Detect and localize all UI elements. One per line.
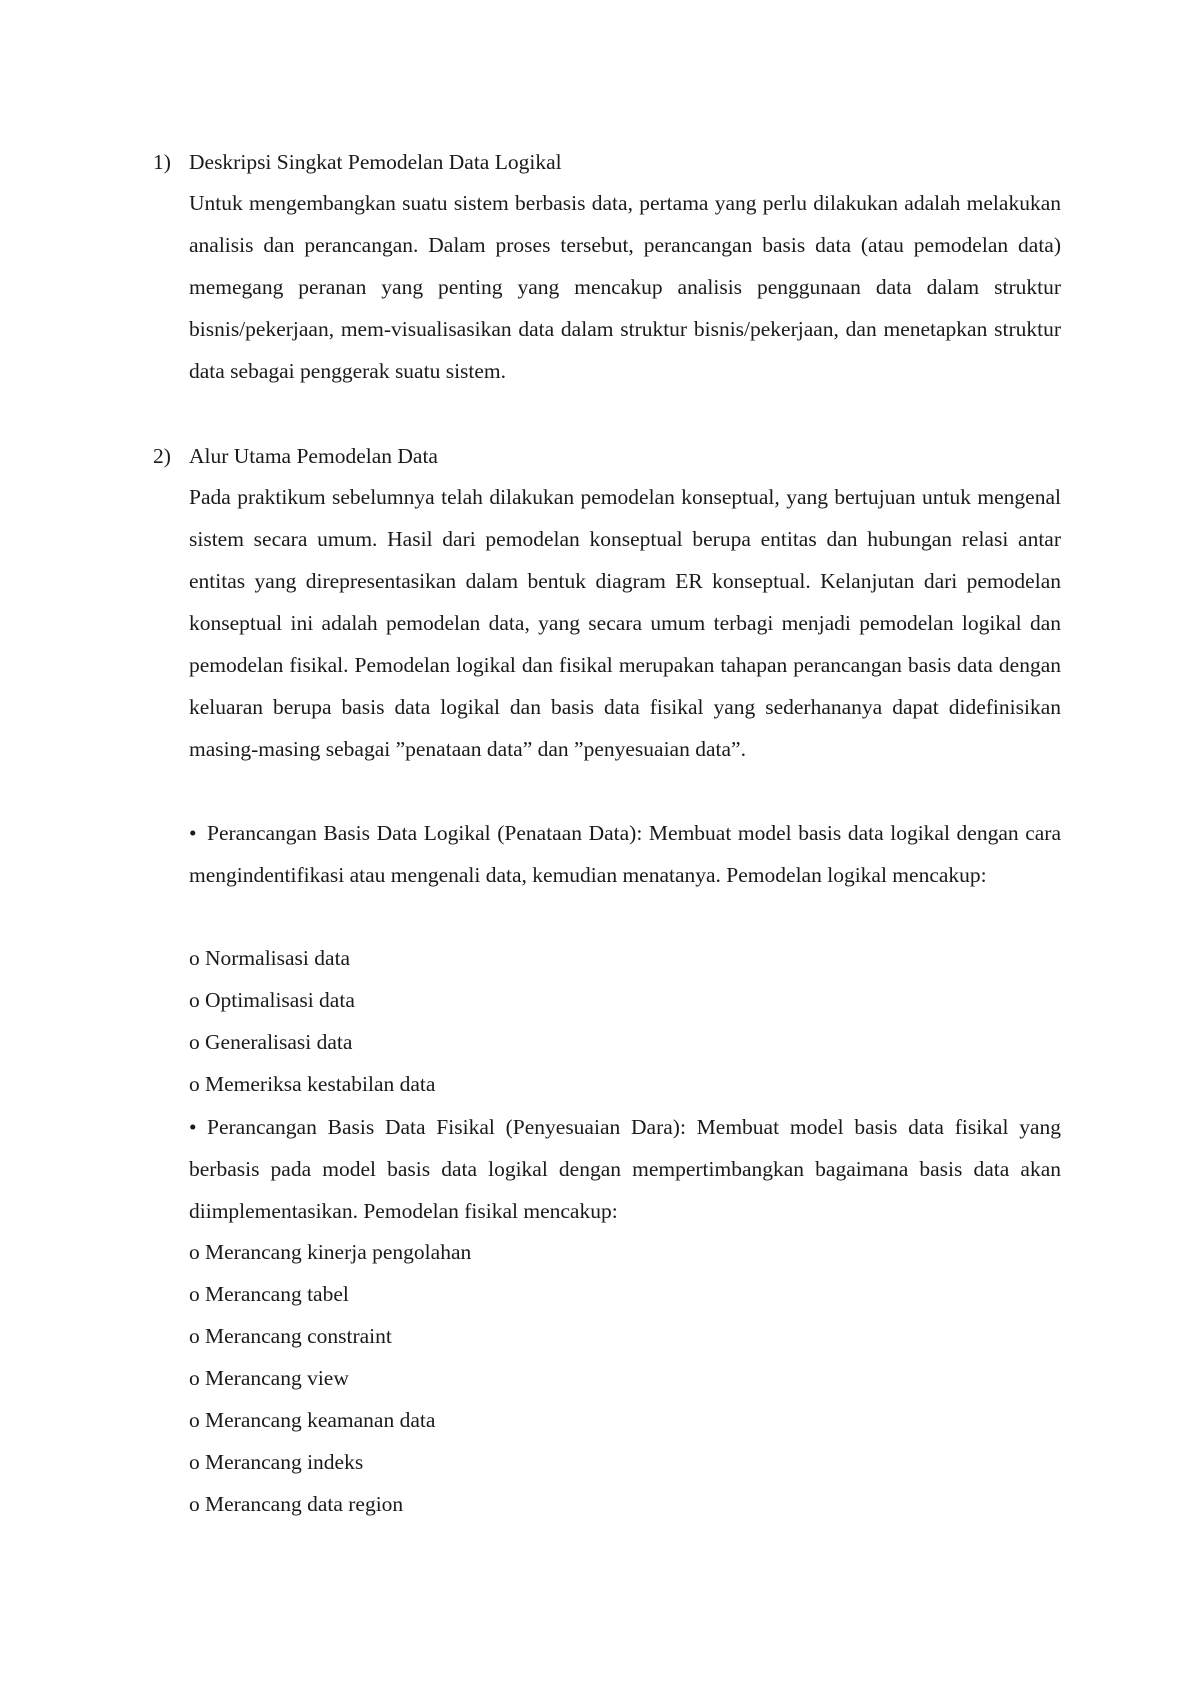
- section-1-body: [189, 182, 1061, 392]
- list-item: o Memeriksa kestabilan data: [189, 1072, 436, 1096]
- list-item: o Optimalisasi data: [189, 988, 355, 1012]
- list-item: o Merancang indeks: [189, 1450, 364, 1474]
- list-item: o Merancang keamanan data: [189, 1408, 436, 1432]
- sub-bullet-icon: o: [189, 1324, 200, 1348]
- sub-bullet-icon: o: [189, 1072, 200, 1096]
- section-1-number: 1): [153, 150, 171, 174]
- list-item: o Merancang tabel: [189, 1282, 349, 1306]
- section-2-paragraph: Pada praktikum sebelumnya telah dilakukan pemodelan konseptual, yang bertujuan untuk mengenal sistem secara umum. Hasil dari pemodelan konseptual berupa entitas dan hubungan relasi antar entitas yang direpresentasikan dalam bentuk diagram ER konseptual. Kelanjutan dari pemodelan konseptual ini adalah pemodelan data, yang secara umum terbagi menjadi pemodelan logikal dan pemodelan fisikal. Pemodelan logikal dan fisikal merupakan tahapan perancangan basis data dengan keluaran berupa basis data logikal dan basis data fisikal yang sederhananya dapat didefinisikan masing-masing sebagai ”penataan data” dan ”penyesuaian data”.: [189, 485, 1061, 761]
- list-item: o Generalisasi data: [189, 1030, 353, 1054]
- sub-bullet-icon: o: [189, 1366, 200, 1390]
- sub-bullet-icon: o: [189, 1282, 200, 1306]
- sub-bullet-icon: o: [189, 1030, 200, 1054]
- list-item: o Merancang view: [189, 1366, 349, 1390]
- sub-bullet-icon: o: [189, 1492, 200, 1516]
- sub-bullet-icon: o: [189, 988, 200, 1012]
- section-2-number: 2): [153, 444, 171, 468]
- sub-bullet-icon: o: [189, 1408, 200, 1432]
- bullet-icon: •: [189, 1115, 197, 1139]
- section-1-paragraph: Untuk mengembangkan suatu sistem berbasis data, pertama yang perlu dilakukan adalah melakukan analisis dan perancangan. Dalam proses tersebut, perancangan basis data (atau pemodelan data) memegang peranan yang penting yang mencakup analisis penggunaan data dalam struktur bisnis/pekerjaan, mem-visualisasikan data dalam struktur bisnis/pekerjaan, dan menetapkan struktur data sebagai penggerak suatu sistem.: [189, 191, 1061, 383]
- sub-bullet-icon: o: [189, 1240, 200, 1264]
- section-1-heading: [153, 148, 562, 176]
- section-2-title: Alur Utama Pemodelan Data: [189, 444, 438, 468]
- list-item: o Merancang constraint: [189, 1324, 392, 1348]
- list-item: o Merancang kinerja pengolahan: [189, 1240, 472, 1264]
- section-2-heading: [153, 442, 438, 470]
- section-1-title: Deskripsi Singkat Pemodelan Data Logikal: [189, 150, 562, 174]
- bullet-logical: [189, 812, 1061, 896]
- sub-bullet-icon: o: [189, 946, 200, 970]
- bullet-icon: •: [189, 821, 197, 845]
- bullet-logical-text: Perancangan Basis Data Logikal (Penataan Data): Membuat model basis data logikal dengan cara mengindentifikasi atau mengenali data, kemudian menatanya. Pemodelan logikal mencakup:: [189, 821, 1061, 887]
- list-item: o Normalisasi data: [189, 946, 351, 970]
- section-2-body: [189, 476, 1061, 770]
- list-item: o Merancang data region: [189, 1492, 404, 1516]
- sub-bullet-icon: o: [189, 1450, 200, 1474]
- bullet-physical: [189, 1106, 1061, 1232]
- bullet-physical-text: Perancangan Basis Data Fisikal (Penyesuaian Dara): Membuat model basis data fisikal yang berbasis pada model basis data logikal dengan mempertimbangkan bagaimana basis data akan diimplementasikan. Pemodelan fisikal mencakup:: [189, 1115, 1061, 1223]
